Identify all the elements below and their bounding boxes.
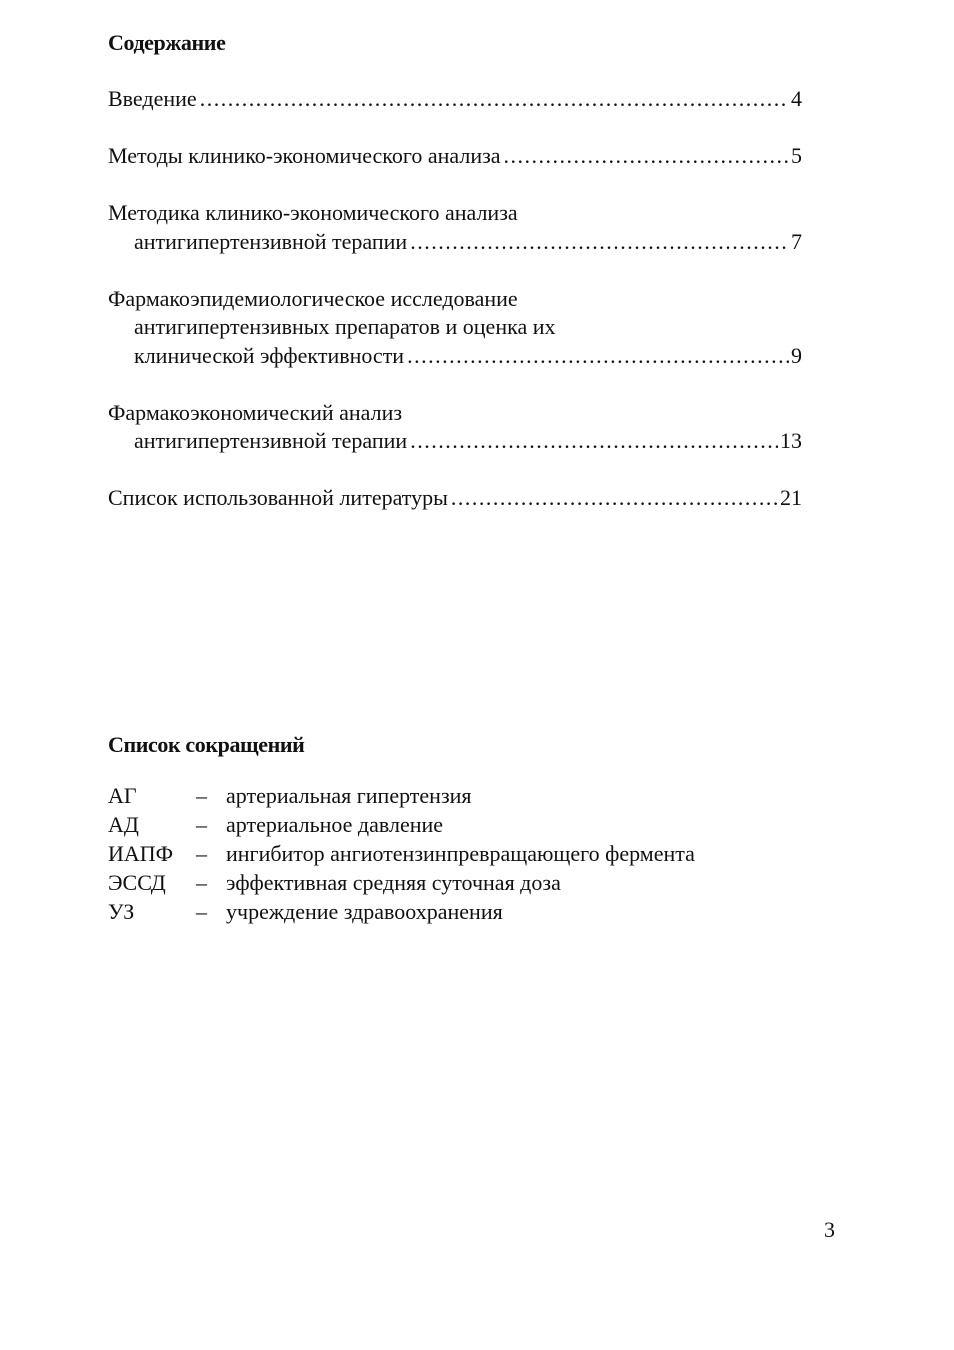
toc-entry-text: Фармакоэкономический анализ	[108, 399, 403, 425]
abbreviation-definition: ингибитор ангиотензинпревращающего фермента	[226, 841, 695, 866]
toc-entry-text: антигипертензивной терапии	[134, 228, 408, 254]
toc-page-number: 7	[791, 228, 802, 254]
toc-entry-line	[108, 142, 802, 171]
abbreviation-code: АГ	[108, 783, 137, 808]
toc-entry-text: Методика клинико-экономического анализа	[108, 200, 518, 225]
abbreviation-dash: –	[196, 870, 207, 895]
toc-entry-line	[108, 427, 802, 456]
abbreviation-row	[108, 897, 695, 926]
abbreviations-list	[108, 781, 695, 926]
abbreviation-definition: артериальное давление	[226, 812, 444, 837]
toc-page-number: 5	[791, 143, 802, 168]
abbreviation-dash: –	[196, 841, 207, 866]
toc-entry-text: Список использованной литературы	[108, 485, 448, 510]
toc-entry	[108, 85, 802, 114]
toc-entry-text: Фармакоэпидемиологическое исследование	[108, 285, 518, 311]
abbreviation-code: АД	[108, 812, 139, 837]
abbreviation-row	[108, 810, 695, 839]
toc-entry-line	[108, 484, 802, 513]
contents-heading: Содержание	[108, 30, 226, 55]
toc-entry	[108, 399, 802, 456]
abbreviations-heading: Список сокращений	[108, 732, 305, 757]
toc-page-number: 21	[780, 485, 802, 510]
abbreviation-dash: –	[196, 812, 207, 837]
abbreviation-row	[108, 839, 695, 868]
toc-entry-text: Методы клинико-экономического анализа	[108, 143, 501, 168]
toc-leader-dots	[504, 142, 789, 171]
abbreviation-definition: эффективная средняя суточная доза	[226, 870, 561, 895]
toc-entry	[108, 142, 802, 171]
toc-leader-dots	[200, 85, 789, 114]
toc-entry-line	[108, 228, 802, 257]
page-number: 3	[824, 1217, 835, 1242]
toc-entry	[108, 285, 802, 371]
toc-entry-text: Введение	[108, 86, 197, 111]
toc-entry	[108, 199, 802, 256]
abbreviation-code: УЗ	[108, 899, 135, 924]
abbreviation-code: ЭССД	[108, 870, 166, 895]
toc-entry-text: антигипертензивной терапии	[134, 428, 408, 453]
toc-page-number: 9	[791, 342, 802, 368]
abbreviation-dash: –	[196, 899, 207, 924]
abbreviation-definition: артериальная гипертензия	[226, 783, 472, 808]
abbreviation-row	[108, 781, 695, 810]
toc-entry-line	[108, 85, 802, 114]
table-of-contents	[108, 85, 802, 541]
toc-page-number: 4	[791, 86, 802, 111]
abbreviation-dash: –	[196, 783, 207, 808]
toc-entry	[108, 484, 802, 513]
toc-leader-dots	[451, 484, 778, 513]
toc-entry-text: антигипертензивных препаратов и оценка их	[134, 314, 556, 339]
abbreviation-code: ИАПФ	[108, 841, 174, 866]
toc-leader-dots	[407, 342, 789, 371]
toc-page-number: 13	[780, 428, 802, 453]
abbreviation-definition: учреждение здравоохранения	[226, 899, 503, 924]
toc-leader-dots	[410, 427, 778, 456]
toc-leader-dots	[410, 228, 789, 257]
toc-entry-line	[108, 342, 802, 371]
toc-entry-text: клинической эффективности	[134, 342, 405, 368]
abbreviation-row	[108, 868, 695, 897]
